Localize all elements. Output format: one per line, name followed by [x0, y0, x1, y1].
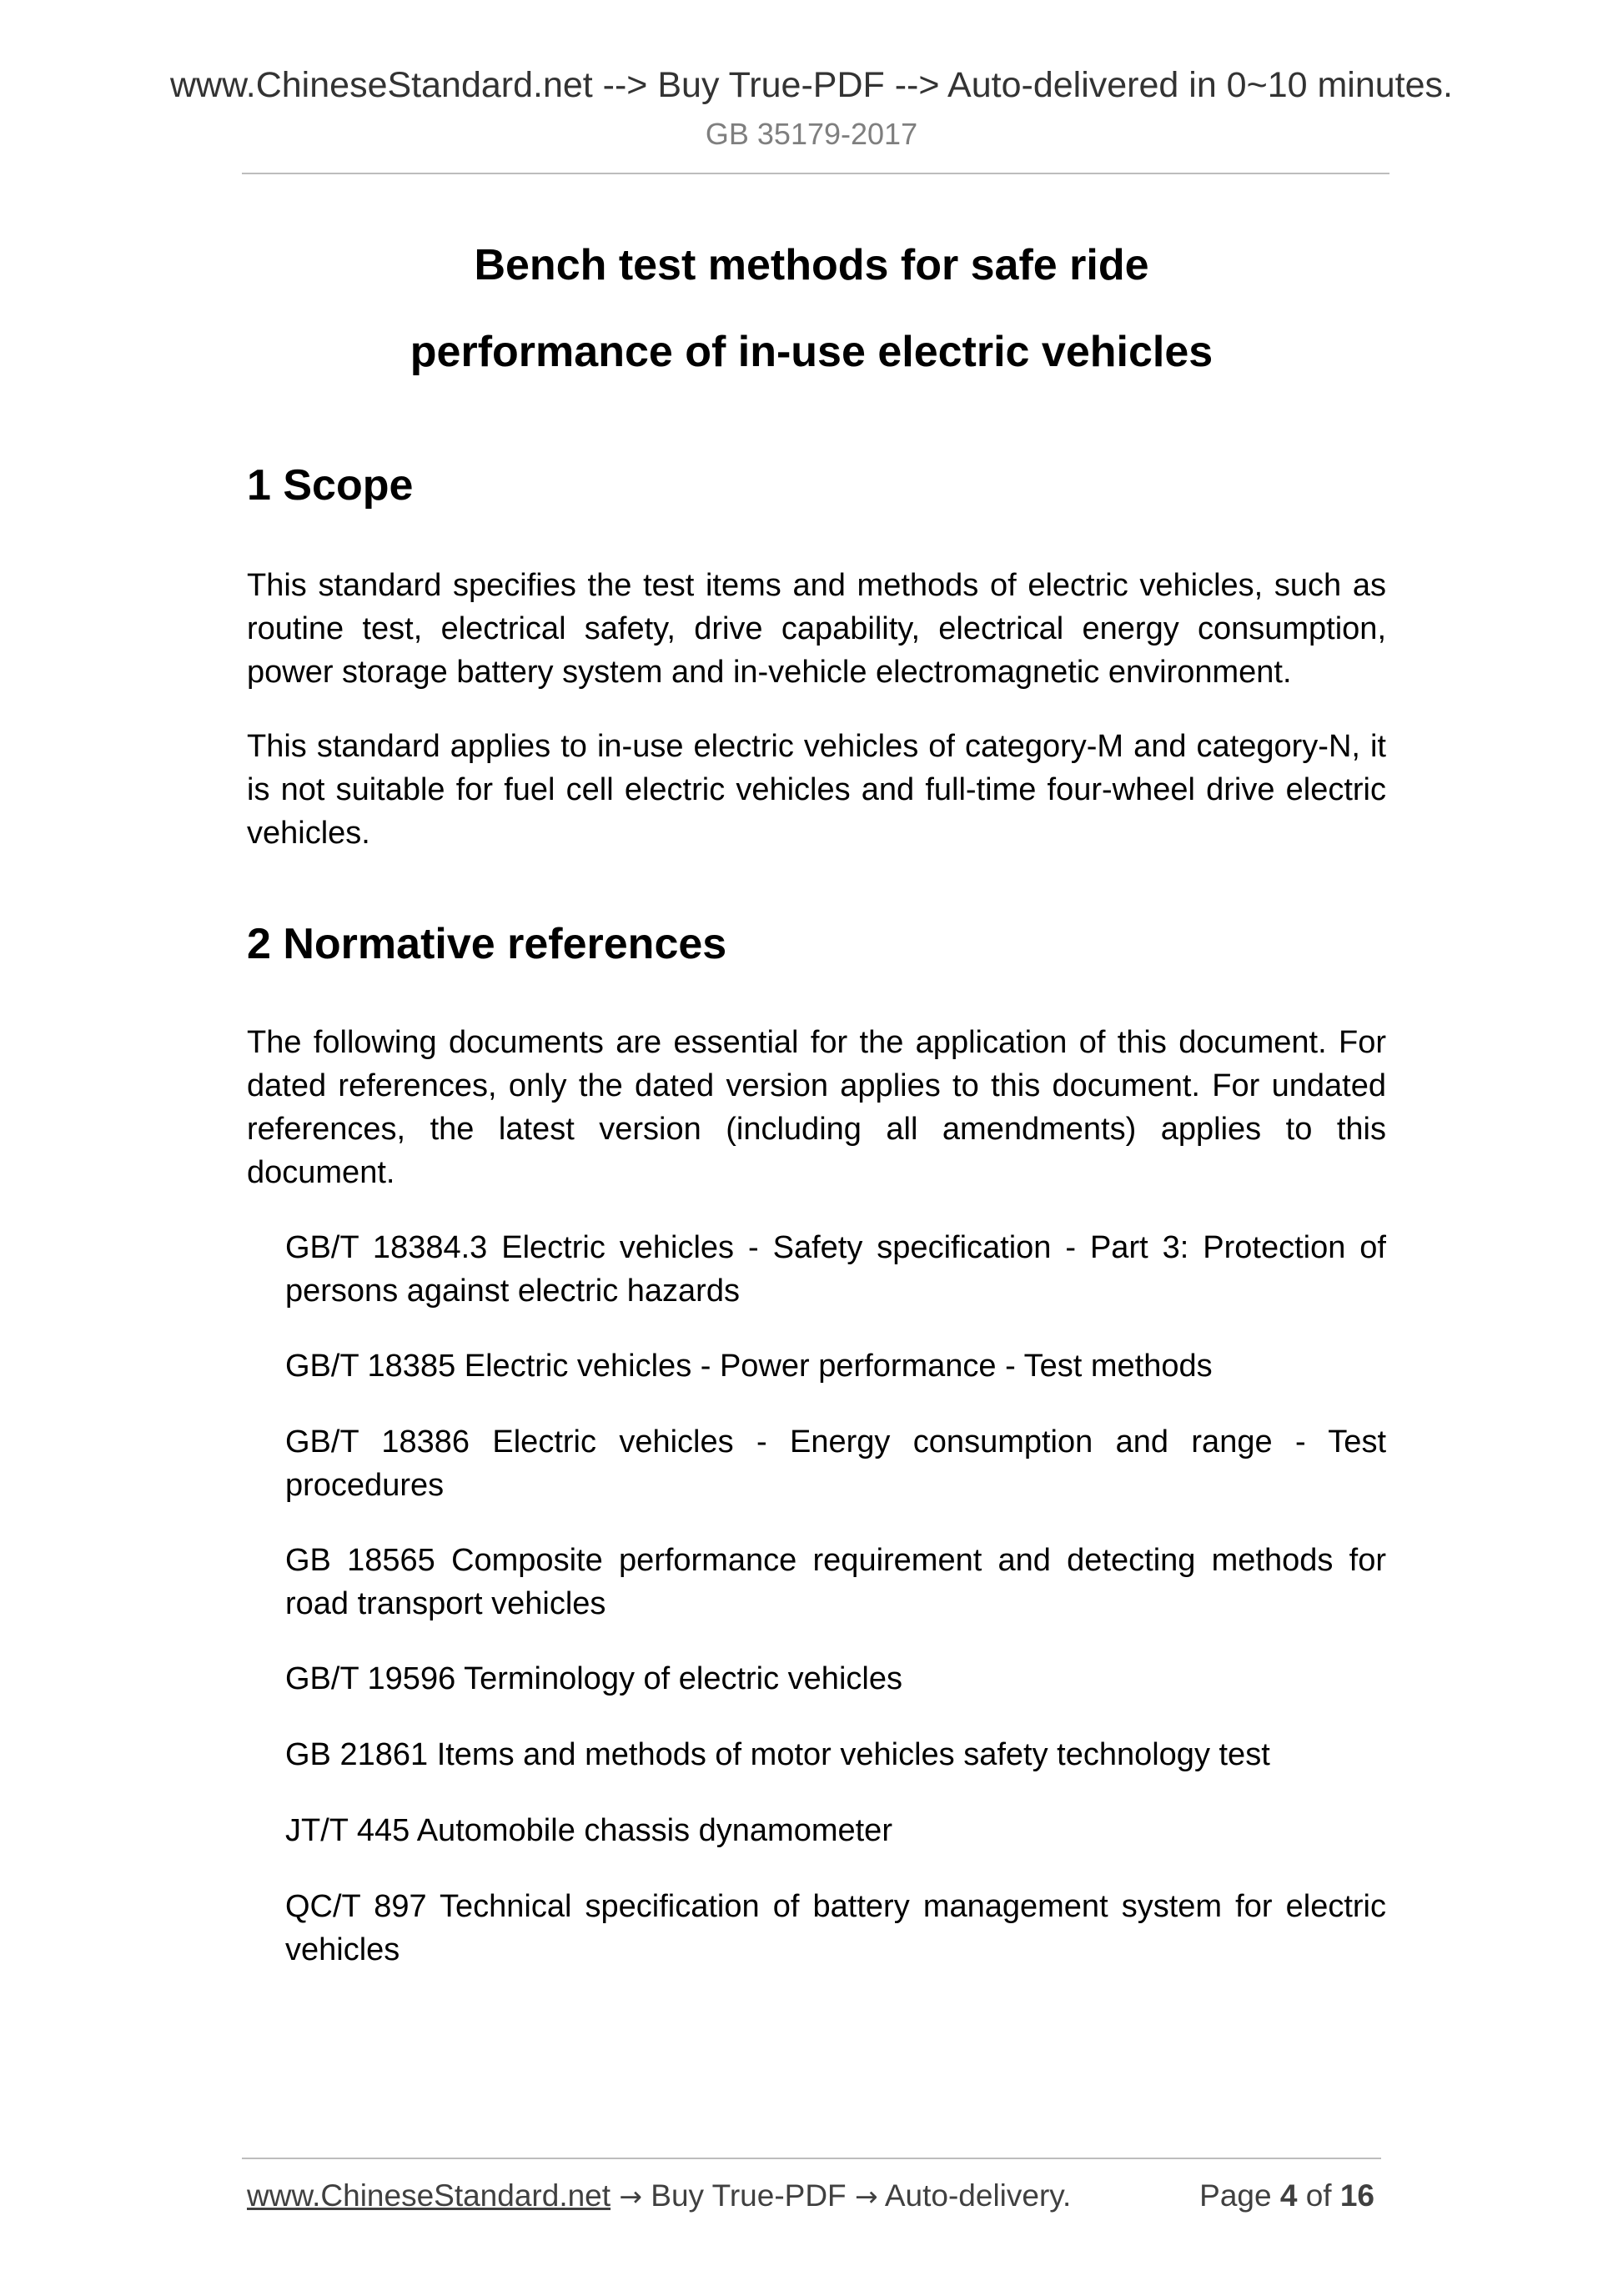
scope-paragraph-1: This standard specifies the test items and methods of electric vehicles, such as routine test, electrical safety, drive capability, electrical energy consumption, power storage battery system and in-vehicle electromagnetic environment. [247, 568, 1386, 690]
footer-buy-text: Buy True-PDF [651, 2178, 847, 2213]
document-number: GB 35179-2017 [705, 117, 918, 151]
footer-divider [242, 2158, 1381, 2159]
document-title-line-2: performance of in-use electric vehicles [410, 328, 1213, 376]
normative-intro-paragraph: The following documents are essential for the application of this document. For dated references, only the dated version applies to this document. For undated references, the latest version (including all amendments) applies to this document. [247, 1025, 1386, 1190]
page-total-number: 16 [1339, 2178, 1374, 2213]
reference-item: GB/T 19596 Terminology of electric vehicles [285, 1661, 902, 1696]
page-footer [247, 2178, 1374, 2213]
reference-item: GB/T 18386 Electric vehicles - Energy consumption and range - Test procedures [285, 1424, 1386, 1503]
reference-item: GB 18565 Composite performance requirement and detecting methods for road transport vehicles [285, 1543, 1386, 1621]
footer-delivery-text: Auto-delivery. [884, 2178, 1072, 2213]
document-title-line-1: Bench test methods for safe ride [474, 241, 1149, 289]
arrow-right-icon: → [619, 2180, 642, 2213]
page-indicator [1199, 2178, 1374, 2213]
page-current-number: 4 [1279, 2178, 1298, 2213]
reference-item: GB/T 18385 Electric vehicles - Power performance - Test methods [285, 1349, 1213, 1384]
reference-item: GB/T 18384.3 Electric vehicles - Safety specification - Part 3: Protection of persons against electric hazards [285, 1230, 1386, 1309]
section-heading-scope: 1 Scope [247, 461, 414, 510]
header-banner: www.ChineseStandard.net --> Buy True-PDF --> Auto-delivered in 0~10 minutes. [169, 65, 1453, 105]
footer-site-link[interactable]: www.ChineseStandard.net [247, 2178, 611, 2213]
header-divider [242, 173, 1389, 174]
reference-item: QC/T 897 Technical specification of battery management system for electric vehicles [285, 1889, 1386, 1967]
section-heading-normative-references: 2 Normative references [247, 920, 727, 968]
page-prefix: Page [1199, 2178, 1272, 2213]
reference-item: GB 21861 Items and methods of motor vehicles safety technology test [285, 1737, 1270, 1772]
arrow-right-icon: → [854, 2180, 878, 2213]
reference-item: JT/T 445 Automobile chassis dynamometer [285, 1813, 892, 1848]
page-of-label: of [1305, 2178, 1332, 2213]
scope-paragraph-2: This standard applies to in-use electric vehicles of category-M and category-N, it is not suitable for fuel cell electric vehicles and full-time four-wheel drive electric vehicles. [247, 729, 1386, 851]
